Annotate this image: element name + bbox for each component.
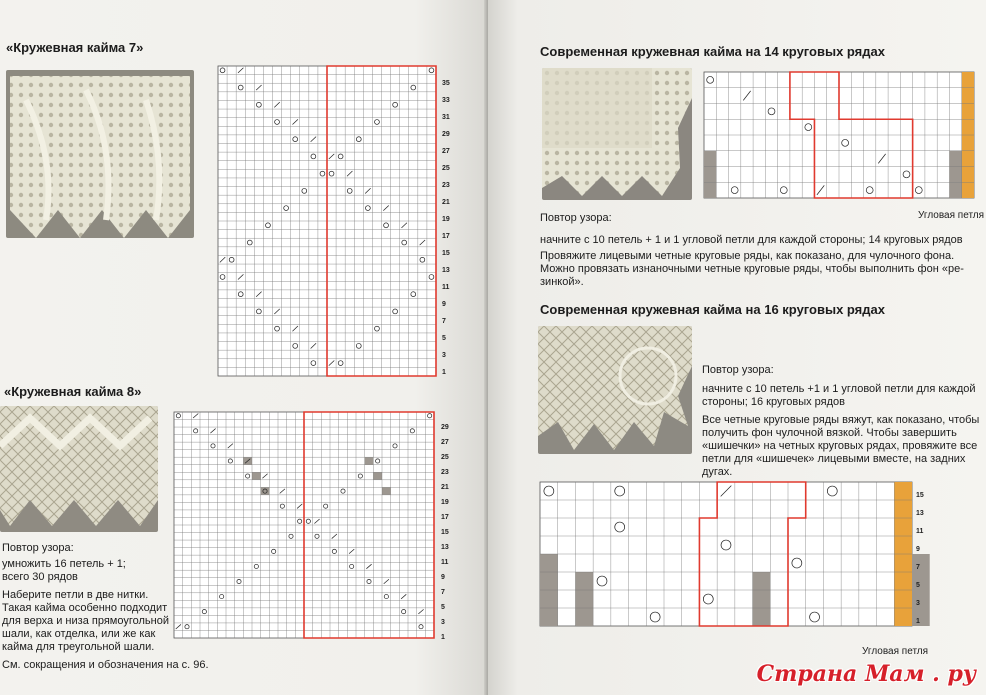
pattern8-chart — [174, 412, 434, 638]
row-number: 23 — [441, 469, 449, 476]
row-number: 29 — [442, 131, 450, 138]
row-number: 1 — [442, 369, 446, 376]
row-number: 13 — [916, 510, 924, 517]
page-footer-note: См. сокращения и обозначения на с. 96. — [2, 659, 209, 671]
row-number: 19 — [442, 216, 450, 223]
row-number: 5 — [441, 604, 445, 611]
rows16-row-numbers — [916, 482, 932, 626]
row-number: 27 — [441, 439, 449, 446]
rows14-line: зинкой». — [540, 276, 584, 288]
row-number: 3 — [441, 619, 445, 626]
rows16-line: «шишечки» на четных круговых рядах, провяжите все — [702, 440, 978, 452]
rows16-title: Современная кружевная кайма на 16 круговых рядах — [540, 302, 885, 317]
pattern8-title: «Кружевная кайма 8» — [4, 384, 142, 399]
left-page — [0, 0, 488, 695]
pattern8-note-line: Такая кайма особенно подходит — [2, 602, 168, 614]
row-number: 27 — [442, 148, 450, 155]
pattern7-photo — [6, 70, 194, 238]
rows16-photo — [538, 326, 692, 454]
row-number: 19 — [441, 499, 449, 506]
chart-grid — [174, 412, 434, 638]
row-number: 9 — [442, 301, 446, 308]
row-number: 5 — [442, 335, 446, 342]
rows14-line: Провяжите лицевыми четные круговые ряды, как показано, для чулочного фона. — [540, 250, 955, 262]
row-number: 1 — [916, 618, 920, 625]
rows16-line: дугах. — [702, 466, 733, 478]
row-number: 15 — [916, 492, 924, 499]
row-number: 15 — [442, 250, 450, 257]
chart-grid — [540, 482, 930, 626]
row-number: 5 — [916, 582, 920, 589]
rows16-line: петли для «шишечек» лицевыми вместе, на задних — [702, 453, 966, 465]
row-number: 15 — [441, 529, 449, 536]
row-number: 9 — [441, 574, 445, 581]
chart-grid — [218, 66, 436, 376]
row-number: 11 — [916, 528, 924, 535]
rows14-repeat-title: Повтор узора: — [540, 212, 612, 224]
pattern8-row-numbers — [441, 412, 461, 641]
chart-grid — [704, 72, 974, 198]
rows14-chart — [704, 72, 974, 198]
row-number: 29 — [441, 424, 449, 431]
row-number: 1 — [441, 634, 445, 641]
row-number: 7 — [916, 564, 920, 571]
pattern7-row-numbers — [442, 66, 462, 376]
rows14-line: Можно провязать изнаночными четные круговые ряды, чтобы выполнить фон «ре- — [540, 263, 964, 275]
row-number: 25 — [442, 165, 450, 172]
row-number: 7 — [442, 318, 446, 325]
row-number: 11 — [441, 559, 449, 566]
row-number: 17 — [442, 233, 450, 240]
rows16-line: стороны; 16 круговых рядов — [702, 396, 845, 408]
row-number: 17 — [441, 514, 449, 521]
pattern8-repeat-line: умножить 16 петель + 1; — [2, 558, 126, 570]
pattern7-title: «Кружевная кайма 7» — [6, 40, 144, 55]
rows14-photo — [542, 68, 692, 200]
rows14-corner-label: Угловая петля — [918, 210, 985, 221]
row-number: 7 — [441, 589, 445, 596]
row-number: 3 — [916, 600, 920, 607]
rows16-corner-label: Угловая петля — [862, 646, 929, 657]
row-number: 13 — [442, 267, 450, 274]
pattern8-note-line: кайма для треугольной шали. — [2, 641, 155, 653]
row-number: 11 — [442, 284, 450, 291]
rows14-title: Современная кружевная кайма на 14 круговых рядах — [540, 44, 885, 59]
row-number: 21 — [442, 199, 450, 206]
pattern7-chart — [218, 66, 436, 376]
rows16-repeat-title: Повтор узора: — [702, 364, 774, 376]
rows16-chart — [540, 482, 912, 626]
watermark-logo: Страна Мам . ру — [756, 661, 976, 687]
rows16-line: Все четные круговые ряды вяжут, как показано, чтобы — [702, 414, 980, 426]
pattern8-photo — [0, 406, 158, 532]
rows16-line: начните с 10 петель +1 и 1 угловой петли для каждой — [702, 383, 976, 395]
rows16-line: получить фон чулочной вязкой. Чтобы завершить — [702, 427, 957, 439]
row-number: 35 — [442, 80, 450, 87]
pattern8-repeat-title: Повтор узора: — [2, 542, 74, 554]
row-number: 13 — [441, 544, 449, 551]
right-page — [488, 0, 986, 695]
row-number: 3 — [442, 352, 446, 359]
row-number: 21 — [441, 484, 449, 491]
pattern8-note-line: для верха и низа прямоугольной — [2, 615, 169, 627]
row-number: 33 — [442, 97, 450, 104]
pattern8-repeat-line: всего 30 рядов — [2, 571, 78, 583]
pattern8-note-line: шали, как отделка, или же как — [2, 628, 156, 640]
row-number: 23 — [442, 182, 450, 189]
row-number: 25 — [441, 454, 449, 461]
rows14-line: начните с 10 петель + 1 и 1 угловой петли для каждой стороны; 14 круговых рядов — [540, 234, 963, 246]
row-number: 9 — [916, 546, 920, 553]
pattern8-note-line: Наберите петли в две нитки. — [2, 589, 149, 601]
row-number: 31 — [442, 114, 450, 121]
